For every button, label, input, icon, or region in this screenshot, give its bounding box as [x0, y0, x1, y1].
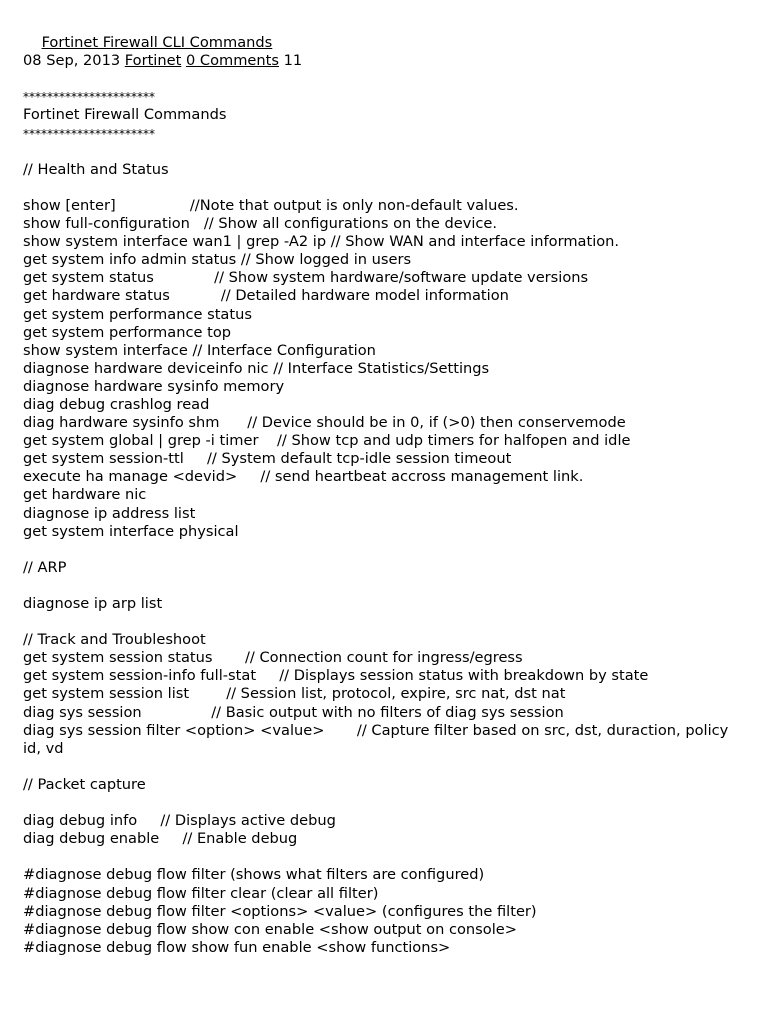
command-line: diag hardware sysinfo shm // Device should be in 0, if (>0) then conservemode: [23, 414, 626, 432]
flow-commands: [23, 866, 743, 956]
command-line: diag debug enable // Enable debug: [23, 830, 298, 848]
command-line: get hardware status // Detailed hardware model information: [23, 287, 509, 305]
command-line: diagnose ip arp list: [23, 595, 163, 612]
command-line: show full-configuration // Show all configurations on the device.: [23, 215, 498, 233]
packet-commands: [23, 812, 743, 848]
article-title-link[interactable]: Fortinet Firewall CLI Commands: [41, 34, 273, 52]
category-link[interactable]: Fortinet: [124, 52, 182, 70]
view-count: 11: [283, 52, 303, 70]
command-line: get system interface physical: [23, 522, 239, 540]
post-date: 08 Sep, 2013: [23, 52, 121, 70]
meta-row: [23, 52, 743, 70]
spacer: [23, 758, 743, 776]
section-arp-header: // ARP: [23, 558, 67, 576]
spacer: [23, 143, 743, 161]
spacer: [23, 179, 743, 197]
command-line: diag sys session // Basic output with no filters of diag sys session: [23, 703, 564, 721]
comments-link[interactable]: 0 Comments: [185, 52, 279, 70]
title-row: [23, 16, 743, 52]
section-packet-header: // Packet capture: [23, 775, 146, 793]
stars-top: **********************: [23, 90, 155, 105]
command-line: #diagnose debug flow filter (shows what filters are configured): [23, 866, 485, 884]
command-line: get system session-ttl // System default tcp-idle session timeout: [23, 450, 512, 468]
section-health-header: // Health and Status: [23, 160, 169, 178]
command-line: get system info admin status // Show logged in users: [23, 251, 412, 269]
spacer: [23, 70, 743, 88]
command-line: #diagnose debug flow show con enable <show output on console>: [23, 920, 517, 938]
command-line: get system status // Show system hardware/software update versions: [23, 269, 589, 287]
command-line: get system session list // Session list, protocol, expire, src nat, dst nat: [23, 685, 566, 703]
heading: Fortinet Firewall Commands: [23, 106, 227, 124]
article: [23, 16, 743, 957]
command-line: #diagnose debug flow filter <options> <value> (configures the filter): [23, 902, 537, 920]
command-line: get system performance status: [23, 305, 252, 323]
command-line: show [enter] //Note that output is only non-default values.: [23, 196, 519, 214]
command-line: diag debug crashlog read: [23, 395, 210, 413]
track-commands: [23, 649, 743, 721]
command-line: show system interface // Interface Configuration: [23, 341, 376, 359]
spacer: [23, 794, 743, 812]
command-line: get system global | grep -i timer // Show tcp and udp timers for halfopen and idle: [23, 432, 631, 450]
command-line: get system performance top: [23, 323, 232, 341]
command-line: #diagnose debug flow show fun enable <show functions>: [23, 938, 451, 956]
health-commands: [23, 197, 743, 541]
command-line: get hardware nic: [23, 486, 147, 504]
command-line: get system session-info full-stat // Displays session status with breakdown by state: [23, 667, 649, 685]
stars-bottom: **********************: [23, 126, 155, 141]
section-track-header: // Track and Troubleshoot: [23, 631, 206, 649]
spacer: [23, 848, 743, 866]
command-line: diagnose hardware sysinfo memory: [23, 377, 285, 395]
command-line: diagnose hardware deviceinfo nic // Interface Statistics/Settings: [23, 359, 490, 377]
command-line-wrapped: diag sys session filter <option> <value> // Capture filter based on src, dst, duraction, policy id, vd: [23, 721, 733, 757]
command-line: get system session status // Connection count for ingress/egress: [23, 649, 523, 667]
command-line: diag debug info // Displays active debug: [23, 812, 336, 830]
arp-commands: [23, 595, 743, 613]
command-line: execute ha manage <devid> // send heartbeat accross management link.: [23, 468, 584, 486]
spacer: [23, 541, 743, 559]
spacer: [23, 613, 743, 631]
spacer: [23, 577, 743, 595]
command-line: show system interface wan1 | grep -A2 ip // Show WAN and interface information.: [23, 233, 620, 251]
command-line: diagnose ip address list: [23, 504, 196, 522]
command-line: #diagnose debug flow filter clear (clear all filter): [23, 884, 379, 902]
